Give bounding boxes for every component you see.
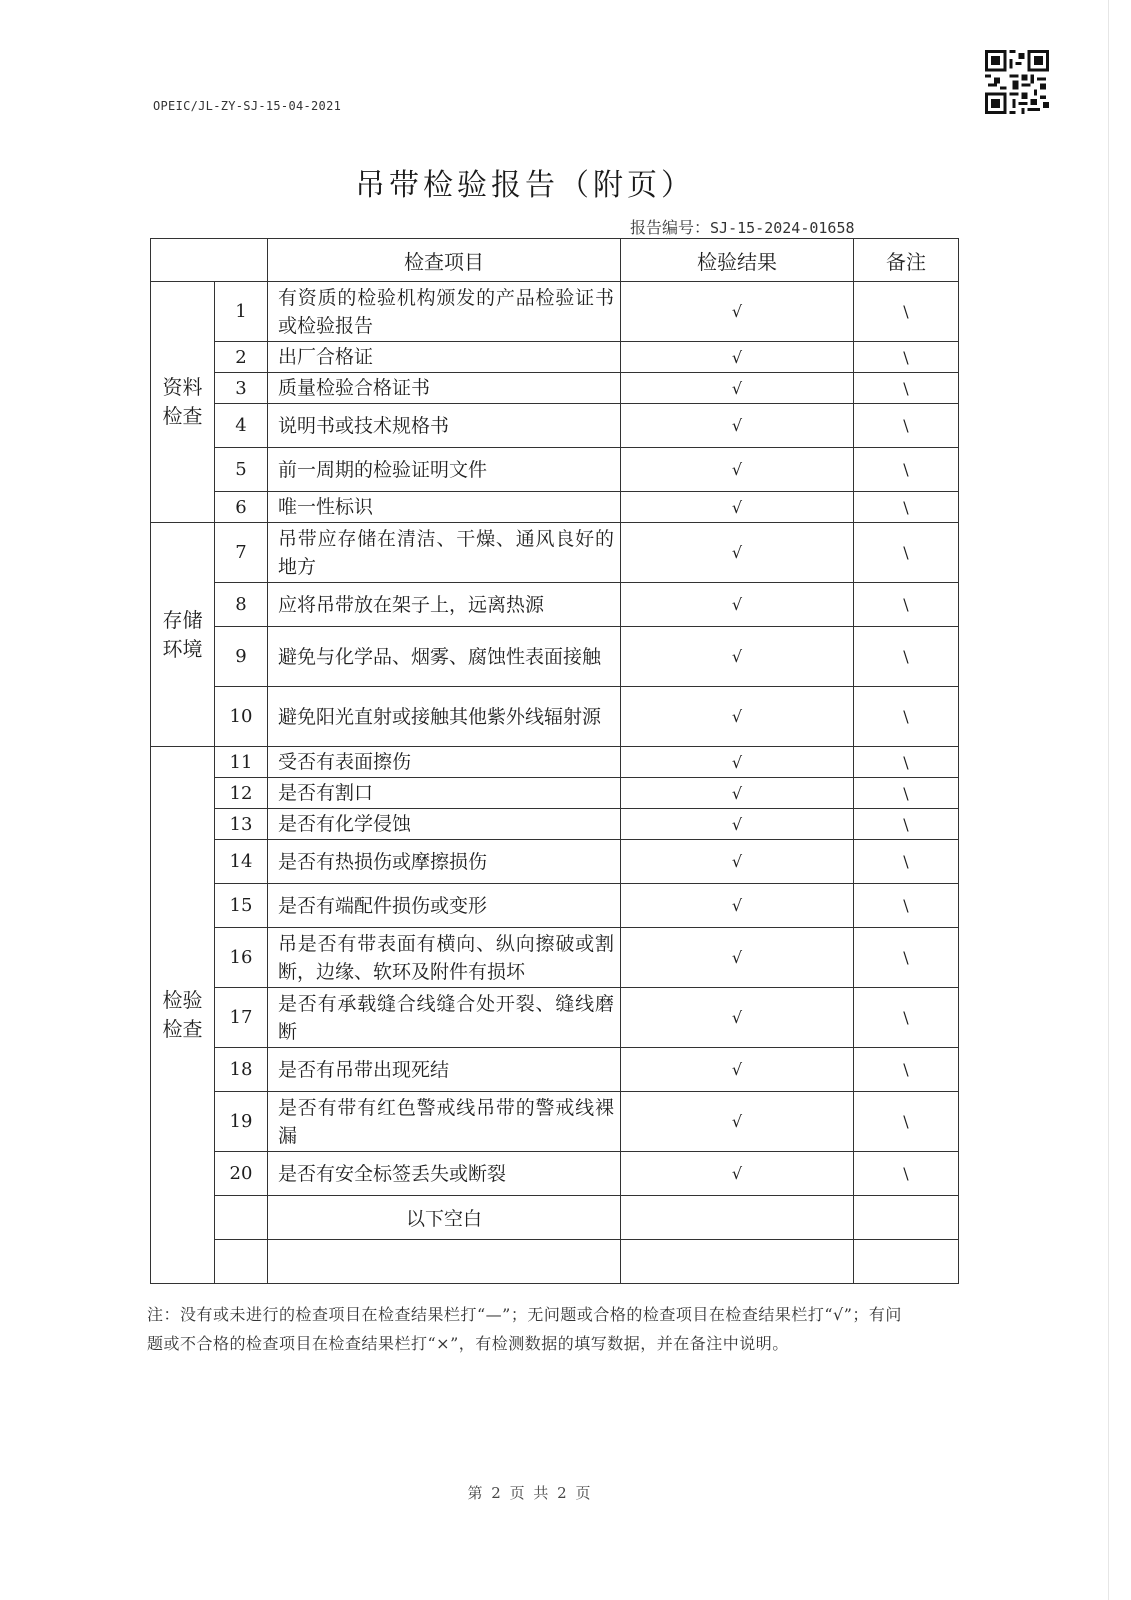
row-result: √ [621, 1152, 854, 1196]
blank-cell [215, 1240, 268, 1284]
table-row [151, 687, 959, 747]
header-item: 检查项目 [268, 239, 621, 282]
row-number: 9 [215, 627, 268, 687]
row-remark: \ [854, 342, 959, 373]
row-remark: \ [854, 988, 959, 1048]
row-number: 1 [215, 282, 268, 342]
row-result: √ [621, 404, 854, 448]
row-number: 4 [215, 404, 268, 448]
row-number: 12 [215, 778, 268, 809]
table-row [151, 342, 959, 373]
row-item-text: 出厂合格证 [268, 342, 621, 373]
row-remark: \ [854, 809, 959, 840]
row-remark: \ [854, 884, 959, 928]
row-number: 10 [215, 687, 268, 747]
row-result: √ [621, 583, 854, 627]
row-number: 17 [215, 988, 268, 1048]
row-result: √ [621, 884, 854, 928]
blank-cell [621, 1240, 854, 1284]
category-cell: 检验 检查 [151, 747, 215, 1284]
page-edge-line [1108, 0, 1109, 1600]
row-item-text: 避免与化学品、烟雾、腐蚀性表面接触 [268, 627, 621, 687]
table-row [151, 928, 959, 988]
row-result: √ [621, 988, 854, 1048]
report-number-label: 报告编号： [630, 218, 711, 237]
table-row [151, 840, 959, 884]
row-result: √ [621, 778, 854, 809]
table-header-row [151, 239, 959, 282]
table-row [151, 282, 959, 342]
row-result: √ [621, 747, 854, 778]
document-code: OPEIC/JL-ZY-SJ-15-04-2021 [153, 99, 342, 113]
table-row [151, 747, 959, 778]
row-result: √ [621, 809, 854, 840]
page-number: 第 2 页 共 2 页 [467, 1484, 593, 1502]
header-blank-cell [151, 239, 268, 282]
table-row [151, 627, 959, 687]
row-remark: \ [854, 778, 959, 809]
row-number: 7 [215, 523, 268, 583]
header-remark: 备注 [854, 239, 959, 282]
table-row [151, 988, 959, 1048]
row-item-text: 是否有吊带出现死结 [268, 1048, 621, 1092]
row-number: 16 [215, 928, 268, 988]
row-result: √ [621, 342, 854, 373]
row-number: 14 [215, 840, 268, 884]
page-title: 吊带检验报告（附页） [355, 168, 695, 203]
row-remark: \ [854, 523, 959, 583]
row-result: √ [621, 523, 854, 583]
row-number: 15 [215, 884, 268, 928]
row-remark: \ [854, 840, 959, 884]
row-number: 19 [215, 1092, 268, 1152]
row-item-text: 是否有热损伤或摩擦损伤 [268, 840, 621, 884]
table-row [151, 583, 959, 627]
row-remark: \ [854, 583, 959, 627]
report-number-value: SJ-15-2024-01658 [710, 219, 855, 237]
row-result: √ [621, 928, 854, 988]
table-row [151, 1092, 959, 1152]
row-remark: \ [854, 747, 959, 778]
row-remark: \ [854, 1092, 959, 1152]
table-row [151, 884, 959, 928]
row-number: 3 [215, 373, 268, 404]
row-remark: \ [854, 928, 959, 988]
row-item-text: 是否有带有红色警戒线吊带的警戒线裸漏 [268, 1092, 621, 1152]
row-item-text: 是否有割口 [268, 778, 621, 809]
row-result: √ [621, 1048, 854, 1092]
row-item-text: 避免阳光直射或接触其他紫外线辐射源 [268, 687, 621, 747]
row-result: √ [621, 373, 854, 404]
row-remark: \ [854, 492, 959, 523]
table-row [151, 373, 959, 404]
row-item-text: 受否有表面擦伤 [268, 747, 621, 778]
row-item-text: 有资质的检验机构颁发的产品检验证书或检验报告 [268, 282, 621, 342]
row-number: 6 [215, 492, 268, 523]
row-item-text: 说明书或技术规格书 [268, 404, 621, 448]
row-number: 13 [215, 809, 268, 840]
row-remark: \ [854, 687, 959, 747]
category-cell: 存储 环境 [151, 523, 215, 747]
row-item-text: 是否有化学侵蚀 [268, 809, 621, 840]
table-row [151, 523, 959, 583]
row-item-text: 吊带应存储在清洁、干燥、通风良好的地方 [268, 523, 621, 583]
row-result: √ [621, 1092, 854, 1152]
table-row [151, 1048, 959, 1092]
table-row [151, 404, 959, 448]
table-row [151, 778, 959, 809]
row-item-text: 是否有端配件损伤或变形 [268, 884, 621, 928]
row-result: √ [621, 448, 854, 492]
row-remark: \ [854, 404, 959, 448]
table-row [151, 809, 959, 840]
row-remark: \ [854, 627, 959, 687]
row-number: 5 [215, 448, 268, 492]
row-number: 18 [215, 1048, 268, 1092]
header-result: 检验结果 [621, 239, 854, 282]
row-number: 20 [215, 1152, 268, 1196]
qr-code-icon [985, 50, 1049, 114]
blank-below-text: 以下空白 [268, 1196, 621, 1240]
row-number: 2 [215, 342, 268, 373]
footnote: 注：没有或未进行的检查项目在检查结果栏打“—”；无问题或合格的检查项目在检查结果栏打“√”；有问题或不合格的检查项目在检查结果栏打“×”，有检测数据的填写数据，并在备注中说明。 [147, 1305, 902, 1353]
blank-cell [268, 1240, 621, 1284]
empty-row [151, 1240, 959, 1284]
row-result: √ [621, 840, 854, 884]
row-item-text: 质量检验合格证书 [268, 373, 621, 404]
row-number: 11 [215, 747, 268, 778]
row-remark: \ [854, 373, 959, 404]
row-item-text: 应将吊带放在架子上，远离热源 [268, 583, 621, 627]
blank-cell [854, 1240, 959, 1284]
row-remark: \ [854, 448, 959, 492]
row-item-text: 唯一性标识 [268, 492, 621, 523]
row-remark: \ [854, 1152, 959, 1196]
row-result: √ [621, 492, 854, 523]
row-result: √ [621, 687, 854, 747]
blank-cell [215, 1196, 268, 1240]
row-item-text: 前一周期的检验证明文件 [268, 448, 621, 492]
blank-cell [854, 1196, 959, 1240]
report-number [630, 215, 855, 238]
table-row [151, 492, 959, 523]
blank-cell [621, 1196, 854, 1240]
table-row [151, 448, 959, 492]
row-item-text: 是否有承载缝合线缝合处开裂、缝线磨断 [268, 988, 621, 1048]
inspection-table [150, 238, 959, 1284]
row-result: √ [621, 627, 854, 687]
row-result: √ [621, 282, 854, 342]
row-remark: \ [854, 1048, 959, 1092]
row-number: 8 [215, 583, 268, 627]
row-remark: \ [854, 282, 959, 342]
category-cell: 资料 检查 [151, 282, 215, 523]
blank-marker-row [151, 1196, 959, 1240]
row-item-text: 是否有安全标签丢失或断裂 [268, 1152, 621, 1196]
row-item-text: 吊是否有带表面有横向、纵向擦破或割断，边缘、软环及附件有损坏 [268, 928, 621, 988]
table-row [151, 1152, 959, 1196]
